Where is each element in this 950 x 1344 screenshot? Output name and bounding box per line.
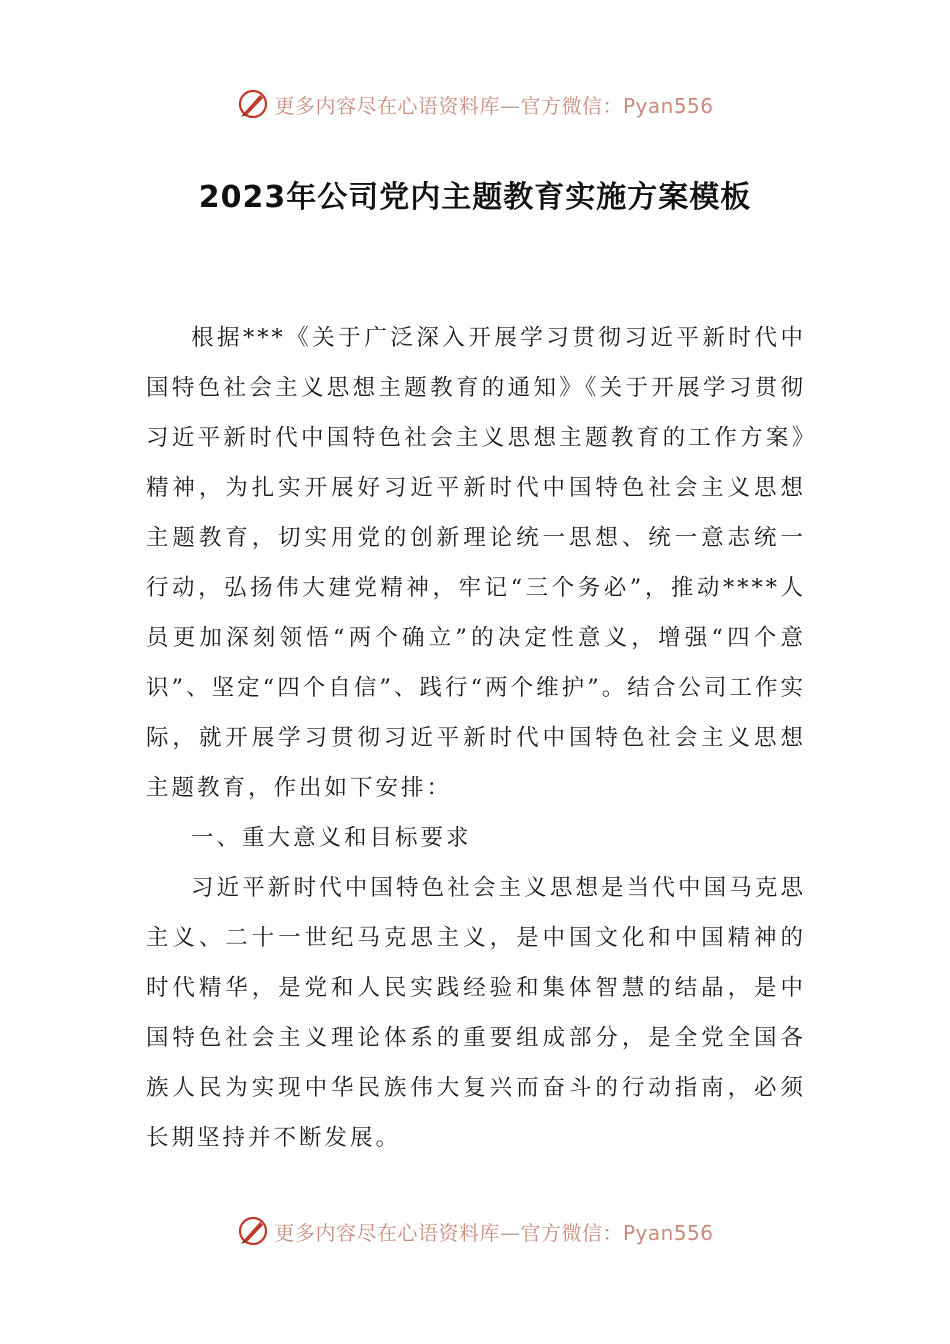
paragraph-intro: 根据***《关于广泛深入开展学习贯彻习近平新时代中国特色社会主义思想主题教育的通知》《关于开展学习贯彻习近平新时代中国特色社会主义思想主题教育的工作方案》精神，为扎实开展好习近平新时代中国特色社会主义思想主题教育，切实用党的创新理论统一思想、统一意志统一行动，弘扬伟大建党精神，牢记“三个务必”，推动****人员更加深刻领悟“两个确立”的决定性意义，增强“四个意识”、坚定“四个自信”、践行“两个维护”。结合公司工作实际，就开展学习贯彻习近平新时代中国特色社会主义思想主题教育，作出如下安排： — [146, 325, 806, 801]
pen-logo-icon — [236, 1214, 270, 1248]
header-watermark — [0, 84, 950, 124]
document-body — [146, 313, 806, 1163]
section-heading: 一、重大意义和目标要求 — [191, 825, 472, 851]
footer-watermark — [0, 1211, 950, 1251]
paragraph-significance: 习近平新时代中国特色社会主义思想是当代中国马克思主义、二十一世纪马克思主义，是中国文化和中国精神的时代精华，是党和人民实践经验和集体智慧的结晶，是中国特色社会主义理论体系的重要组成部分，是全党全国各族人民为实现中华民族伟大复兴而奋斗的行动指南，必须长期坚持并不断发展。 — [146, 875, 806, 1151]
pen-logo-icon — [236, 87, 270, 121]
watermark-text: 更多内容尽在心语资料库—官方微信：Pyan556 — [274, 93, 714, 118]
document-title: 2023年公司党内主题教育实施方案模板 — [198, 180, 752, 215]
watermark-text: 更多内容尽在心语资料库—官方微信：Pyan556 — [274, 1220, 714, 1245]
